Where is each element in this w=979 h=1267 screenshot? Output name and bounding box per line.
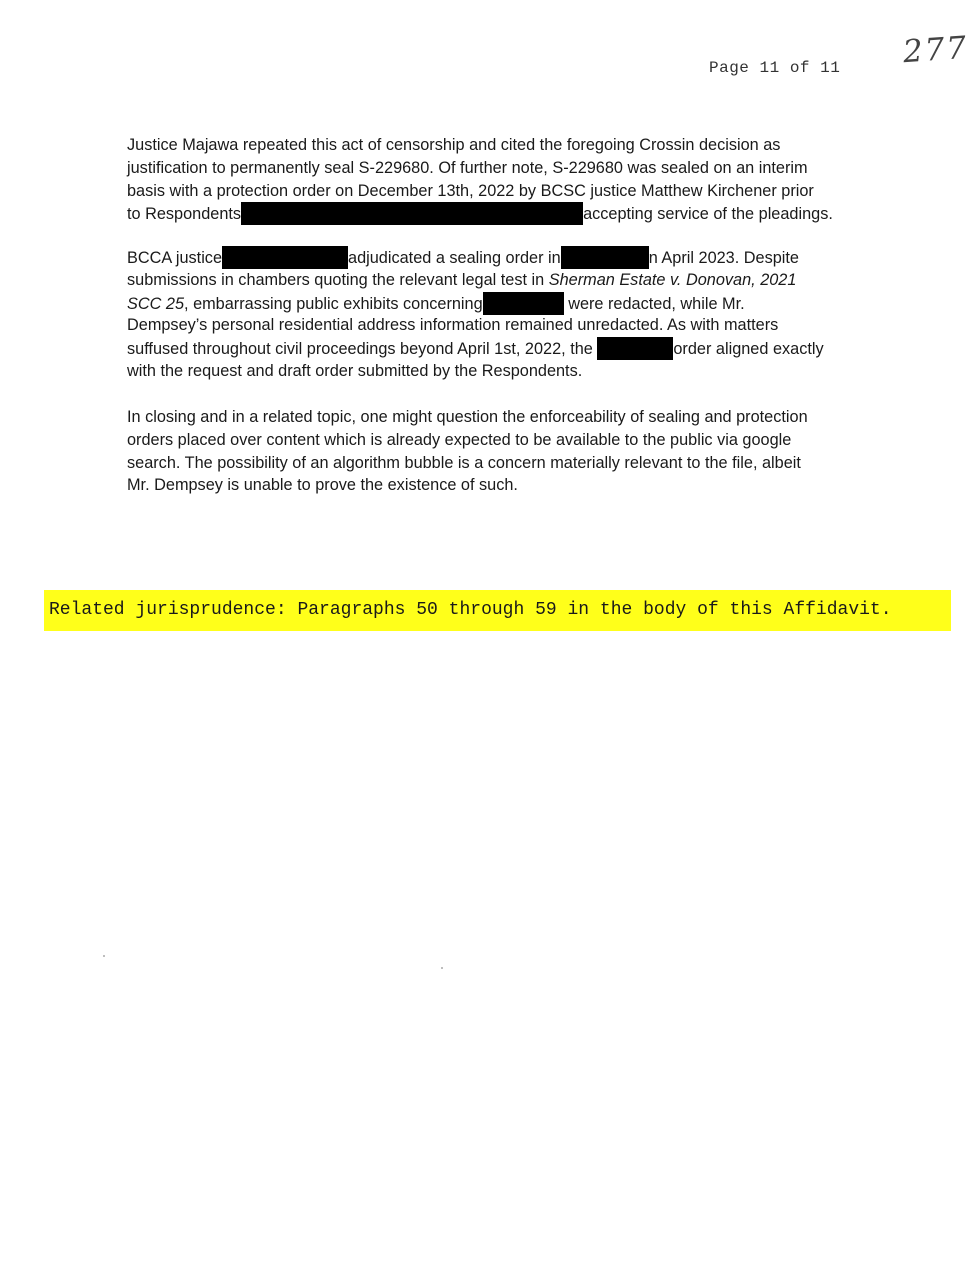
text-segment: to Respondents	[127, 205, 242, 224]
redaction-box	[597, 337, 673, 360]
text-line: Justice Majawa repeated this act of censorship and cited the foregoing Crossin decision as	[127, 136, 781, 154]
text-segment: order aligned exactly	[673, 340, 824, 359]
text-segment: were redacted, while Mr.	[563, 294, 745, 313]
text-segment: adjudicated a sealing order in	[348, 249, 561, 267]
scan-speck	[441, 967, 443, 969]
paragraph-closing	[127, 406, 867, 497]
text-line: In closing and in a related topic, one might question the enforceability of sealing and protection	[127, 408, 808, 426]
text-line: search. The possibility of an algorithm bubble is a concern materially relevant to the file, albeit	[127, 453, 801, 472]
text-segment: n April 2023. Despite	[648, 249, 799, 267]
text-line: Dempsey’s personal residential address information remained unredacted. As with matters	[127, 316, 779, 335]
scan-speck	[103, 955, 105, 957]
redaction-box	[483, 292, 564, 315]
text-segment: , embarrassing public exhibits concerning	[184, 294, 483, 313]
text-line	[127, 269, 867, 292]
text-line	[127, 337, 867, 360]
text-segment: suffused throughout civil proceedings beyond April 1st, 2022, the	[127, 340, 593, 359]
related-jurisprudence-highlight: Related jurisprudence: Paragraphs 50 through 59 in the body of this Affidavit.	[44, 590, 951, 631]
text-segment: accepting service of the pleadings.	[583, 205, 833, 224]
paragraph-sealing-order	[127, 134, 867, 225]
handwritten-page-number: 277	[901, 29, 970, 71]
case-citation: SCC 25	[127, 294, 185, 313]
page-number: Page 11 of 11	[709, 59, 841, 77]
redaction-box	[561, 246, 649, 269]
redaction-box	[241, 202, 583, 225]
text-segment: submissions in chambers quoting the relevant legal test in	[127, 270, 549, 289]
text-line	[127, 246, 867, 269]
text-line	[127, 292, 867, 315]
text-line: Mr. Dempsey is unable to prove the existence of such.	[127, 476, 518, 495]
paragraph-bcca-sealing	[127, 246, 867, 383]
case-citation: Sherman Estate v. Donovan, 2021	[548, 270, 797, 289]
text-line: orders placed over content which is already expected to be available to the public via google	[127, 430, 792, 449]
text-line: justification to permanently seal S-229680. Of further note, S-229680 was sealed on an interim	[127, 158, 808, 177]
text-segment: BCCA justice	[127, 249, 223, 267]
text-line: basis with a protection order on December 13th, 2022 by BCSC justice Matthew Kirchener prior	[127, 181, 814, 200]
text-line: with the request and draft order submitted by the Respondents.	[127, 361, 583, 380]
redaction-box	[222, 246, 348, 269]
text-line	[127, 202, 867, 225]
